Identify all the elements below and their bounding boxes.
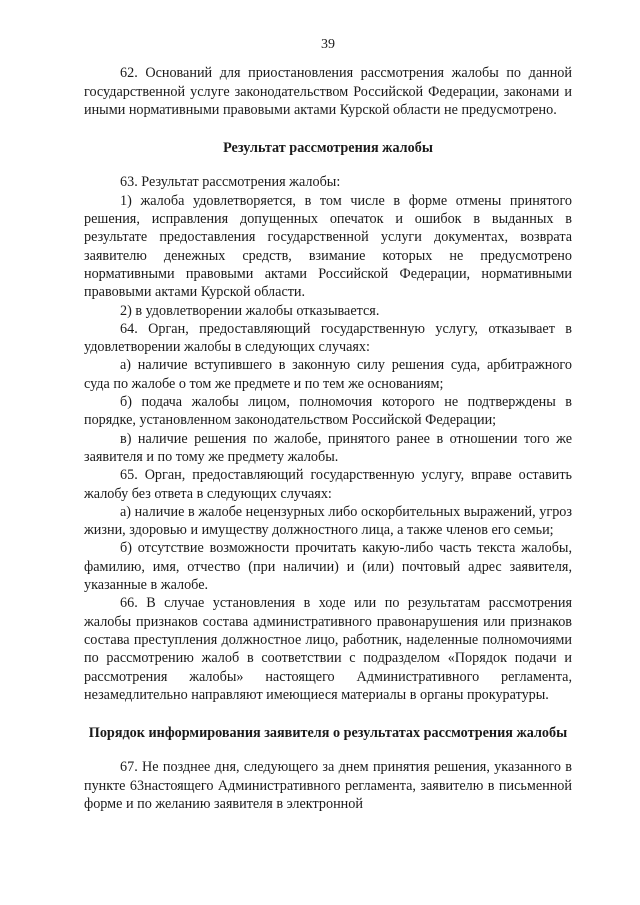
paragraph-65-item-b: б) отсутствие возможности прочитать какую-либо часть текста жалобы, фамилию, имя, отчество (при наличии) и (или) почтовый адрес заявителя, указанные в жалобе. <box>84 540 572 594</box>
paragraph-64-item-v: в) наличие решения по жалобе, принятого ранее в отношении того же заявителя и по тому же предмету жалобы. <box>84 430 572 465</box>
paragraph-65: 65. Орган, предоставляющий государственную услугу, вправе оставить жалобу без ответа в следующих случаях: <box>84 467 572 502</box>
spacer <box>84 157 572 173</box>
paragraph-66: 66. В случае установления в ходе или по результатам рассмотрения жалобы признаков состава административного правонарушения или признаков состава преступления должностное лицо, работник, наделенные полномочиями по рассмотрению жалоб в соответствии с подразделом «Порядок подачи и рассмотрения жалобы» настоящего Административного регламента, незамедлительно направляют имеющиеся материалы в органы прокуратуры. <box>84 595 572 703</box>
section-title-informing: Порядок информирования заявителя о результатах рассмотрения жалобы <box>88 725 568 742</box>
paragraph-63: 63. Результат рассмотрения жалобы: <box>120 174 341 191</box>
spacer <box>84 119 572 139</box>
paragraph-67: 67. Не позднее дня, следующего за днем принятия решения, указанного в пункте 63настоящего Административного регламента, заявителю в письменной форме и по желанию заявителя в электронной <box>84 759 572 812</box>
paragraph-63-item-1: 1) жалоба удовлетворяется, в том числе в форме отмены принятого решения, исправления допущенных опечаток и ошибок в выданных в результате предоставления государственной услуги документах, возврата заявителю денежных средств, взимание которых не предусмотрено нормативными правовыми актами Российской Федерации, нормативными правовыми актами Курской области. <box>84 192 572 301</box>
spacer <box>84 742 572 758</box>
page-number: 39 <box>321 37 335 52</box>
section-title-result: Результат рассмотрения жалобы <box>223 140 433 157</box>
spacer <box>84 704 572 724</box>
paragraph-64-item-a: а) наличие вступившего в законную силу решения суда, арбитражного суда по жалобе о том же предмете и по тем же основаниям; <box>84 357 572 392</box>
paragraph-64: 64. Орган, предоставляющий государственную услугу, отказывает в удовлетворении жалобы в следующих случаях: <box>84 320 572 356</box>
paragraph-64-item-b: б) подача жалобы лицом, полномочия которого не подтверждены в порядке, установленном законодательством Российской Федерации; <box>84 394 572 429</box>
paragraph-63-item-2: 2) в удовлетворении жалобы отказывается. <box>120 302 380 319</box>
paragraph-62: 62. Оснований для приостановления рассмотрения жалобы по данной государственной услуге законодательством Российской Федерации, законами и иными нормативными правовыми актами Курской области не предусмотрено. <box>84 65 572 118</box>
paragraph-65-item-a: а) наличие в жалобе нецензурных либо оскорбительных выражений, угроз жизни, здоровью и имуществу должностного лица, а также членов его семьи; <box>84 503 572 539</box>
document-page <box>84 36 572 813</box>
